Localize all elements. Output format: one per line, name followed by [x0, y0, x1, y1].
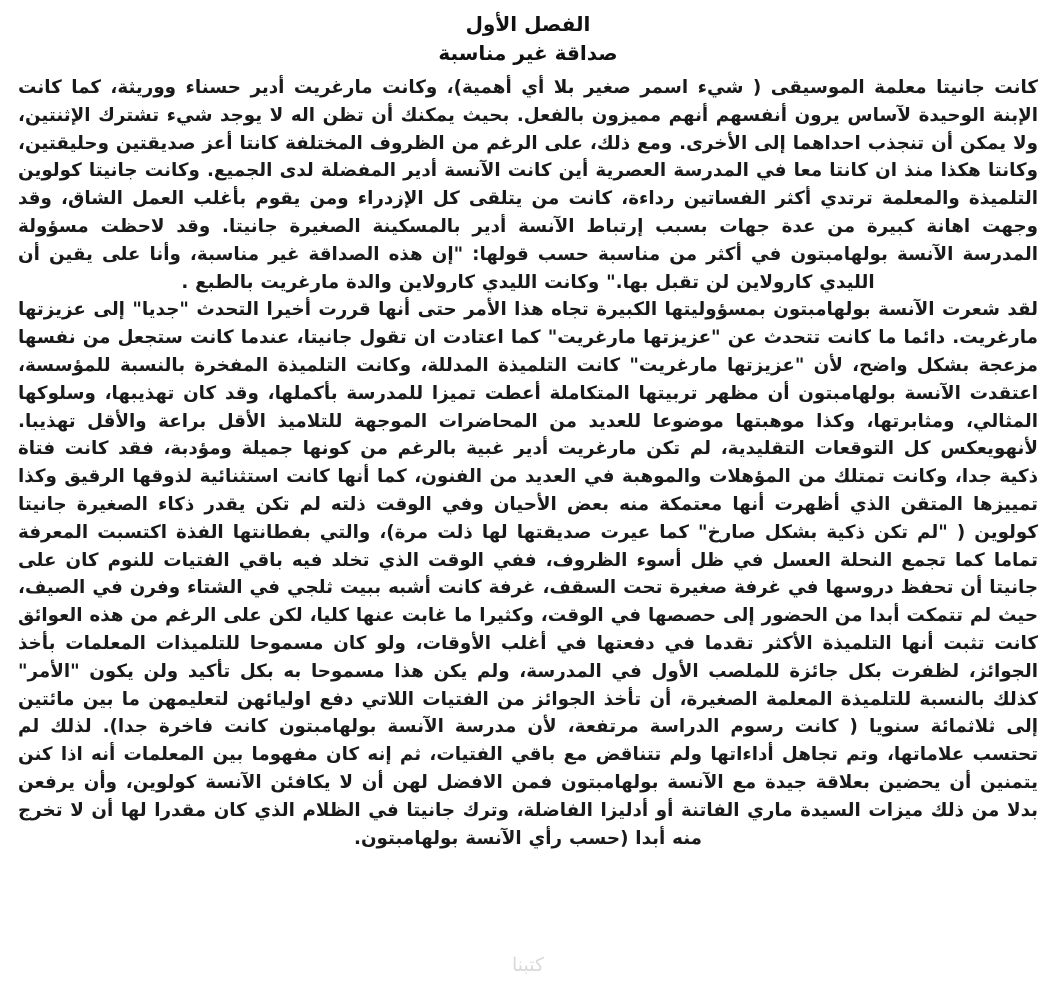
paragraph-1: كانت جانيتا معلمة الموسيقى ( شيء اسمر صغير بلا أي أهمية)، وكانت مارغريت أدير حسناء ووريثة، كما كانت الإبنة الوحيدة لآساس يرون أنفسهم أنهم مميزون بالفعل. بحيث يمكنك أن تظن اله لا يوجد شيء تشترك الإثنتين، ولا يمكن أن تنجذب احداهما إلى الأخرى. ومع ذلك، على الرغم من الظروف المختلفة كانتا أعز صديقتين وحليقتين، وكانتا هكذا منذ ان كانتا معا في المدرسة العصرية أين كانت الآنسة أدير المفضلة لدى الجميع. وكانت جانيتا كولوين التلميذة والمعلمة ترتدي أكثر الفساتين رداءة، كانت من يتلقى كل الإزدراء ومن يقوم بأغلب العمل الشاق، وقد وجهت اهانة كبيرة من عدة جهات بسبب إرتباط الآنسة أدير بالمسكينة الصغيرة جانيتا. وقد لاحظت مسؤولة المدرسة الآنسة بولهامبتون في أكثر من مناسبة حسب قولها: "إن هذه الصداقة غير مناسبة، وأنا على يقين أن الليدي كارولاين لن تقبل بها." وكانت الليدي كارولاين والدة مارغريت بالطبع .	[18, 77, 1038, 293]
document-body	[18, 74, 1038, 852]
paragraph-2: لقد شعرت الآنسة بولهامبتون بمسؤوليتها الكبيرة تجاه هذا الأمر حتى أنها قررت أخيرا التحدث "جديا" إلى عزيزتها مارغريت. دائما ما كانت تتحدث عن "عزيزتها مارغريت" كما اعتادت ان تقول جانيتا، عندما كانت ستجعل من نفسها مزعجة بشكل واضح، لأن "عزيزتها مارغريت" كانت التلميذة المدللة، وكانت التلميذة المفخرة بالنسبة للمؤسسة، اعتقدت الآنسة بولهامبتون أن مظهر تربيتها المتكاملة أعطت تميزا للمدرسة بأكملها، وقد كان تهذيبها، وسلوكها المثالي، ومثابرتها، وكذا موهبتها موضوعا للعديد من المحاضرات الموجهة للتلاميذ الأقل براعة والأقل تهذيبا. لأنهويعكس كل التوقعات التقليدية، لم تكن مارغريت أدير غبية بالرغم من كونها جميلة ومؤدبة، فقد كانت فتاة ذكية جدا، وكانت تمتلك من المؤهلات والموهبة في العديد من الفنون، كما أنها كانت استثنائية لذوقها الرقيق وكذا تمييزها المتقن الذي أظهرت أنها معتمكة منه بعض الأحيان وفي الوقت ذلته لم تكن يقدر ذكاء الصغيرة جانيتا كولوين ( "لم تكن ذكية بشكل صارخ" كما عيرت صديقتها لها ذلت مرة)، والتي بفطانتها الفذة اكتسبت المعرفة تماما كما تجمع النحلة العسل في ظل أسوء الظروف، ففي الوقت الذي تخلد فيه باقي الفتيات للنوم كان على جانيتا أن تحفظ دروسها في غرفة صغيرة تحت السقف، غرفة كانت أشبه ببيت ثلجي في الشتاء وفرن في الصيف، حيث لم تتمكت أبدا من الحضور إلى حصصها في الوقت، وكثيرا ما غابت عنها كليا، لكن على الرغم من هذه العوائق كانت تثبت أنها التلميذة الأكثر تقدما في دفعتها في أغلب الأوقات، ولو كان مسموحا للتلميذات المعلمات بأخذ الجوائز، لظفرت بكل جائزة للملصب الأول في المدرسة، ولم يكن هذا مسموحا به بكل تأكيد ولن يكون "الأمر" كذلك بالنسبة للتلميذة المعلمة الصغيرة، أن تأخذ الجوائز من الفتيات اللاتي دفع اوليائهن لتعليمهن ما بين مائتين إلى ثلاثمائة سنويا ( كانت رسوم الدراسة مرتفعة، لأن مدرسة الآنسة بولهامبتون كانت فاخرة جدا). لذلك لم تحتسب علاماتها، وتم تجاهل أداءاتها ولم تتناقض مع باقي الفتيات، ثم إنه كان مفهوما بين المعلمات أنه اذا كنن يتمنين أن يحضين بعلاقة جيدة مع الآنسة بولهامبتون فمن الافضل لهن أن لا يكافئن الآنسة كولوين، وأن يرفعن بدلا من ذلك ميزات السيدة ماري الفاتنة أو أدليزا الفاضلة، وترك جانيتا في الظلام الذي كان مقدرا لها أن لا تخرج منه أبدا (حسب رأي الآنسة بولهامبتون.	[18, 299, 1038, 849]
page-subtitle: صداقة غير مناسبة	[438, 41, 618, 65]
page-title: الفصل الأول	[465, 12, 591, 36]
watermark-text: كتبنا	[511, 954, 545, 976]
